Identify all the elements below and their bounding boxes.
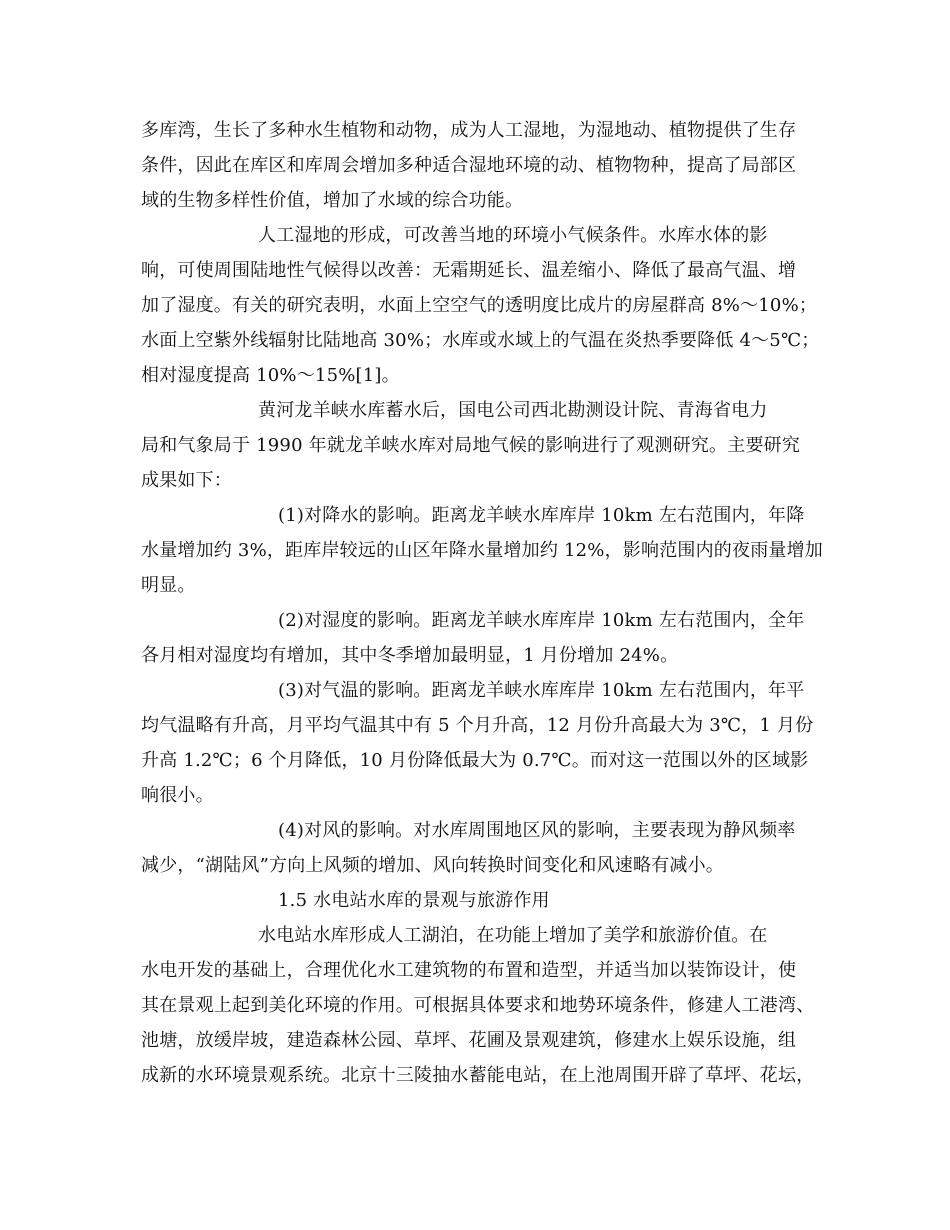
text-line: 多库湾，生长了多种水生植物和动物，成为人工湿地，为湿地动、植物提供了生存 — [141, 120, 797, 141]
text-line: 加了湿度。有关的研究表明，水面上空空气的透明度比成片的房屋群高 8%～10%； — [141, 295, 818, 316]
text-line: 池塘，放缓岸坡，建造森林公园、草坪、花圃及景观建筑，修建水上娱乐设施，组 — [141, 1030, 797, 1051]
list-item-first-line: (3)对气温的影响。距离龙羊峡水库库岸 10km 左右范围内，年平 — [278, 680, 805, 701]
text-line: 响很小。 — [141, 785, 214, 806]
text-line: 成新的水环境景观系统。北京十三陵抽水蓄能电站，在上池周围开辟了草坪、花坛， — [141, 1065, 815, 1086]
text-line: 域的生物多样性价值，增加了水域的综合功能。 — [141, 190, 524, 211]
paragraph-first-line: 黄河龙羊峡水库蓄水后，国电公司西北勘测设计院、青海省电力 — [258, 400, 768, 421]
text-line: 局和气象局于 1990 年就龙羊峡水库对局地气候的影响进行了观测研究。主要研究 — [141, 435, 801, 456]
list-item-first-line: (4)对风的影响。对水库周围地区风的影响，主要表现为静风频率 — [278, 820, 796, 841]
text-line: 升高 1.2℃；6 个月降低，10 月份降低最大为 0.7℃。而对这一范围以外的区域影 — [141, 750, 809, 771]
text-line: 相对湿度提高 10%～15%[1]。 — [141, 365, 400, 386]
list-item-first-line: (2)对湿度的影响。距离龙羊峡水库库岸 10km 左右范围内，全年 — [278, 610, 805, 631]
section-heading: 1.5 水电站水库的景观与旅游作用 — [278, 890, 550, 911]
text-line: 明显。 — [141, 575, 196, 596]
text-line: 水量增加约 3%，距库岸较远的山区年降水量增加约 12%，影响范围内的夜雨量增加 — [141, 540, 824, 561]
paragraph-first-line: 人工湿地的形成，可改善当地的环境小气候条件。水库水体的影 — [258, 225, 768, 246]
text-line: 条件，因此在库区和库周会增加多种适合湿地环境的动、植物物种，提高了局部区 — [141, 155, 797, 176]
text-line: 水面上空紫外线辐射比陆地高 30%；水库或水域上的气温在炎热季要降低 4～5℃； — [141, 330, 820, 351]
text-line: 水电开发的基础上，合理优化水工建筑物的布置和造型，并适当加以装饰设计，使 — [141, 960, 797, 981]
text-line: 减少，“湖陆风”方向上风频的增加、风向转换时间变化和风速略有减小。 — [141, 855, 725, 876]
text-line: 其在景观上起到美化环境的作用。可根据具体要求和地势环境条件，修建人工港湾、 — [141, 995, 815, 1016]
text-line: 均气温略有升高，月平均气温其中有 5 个月升高，12 月份升高最大为 3℃，1 月份 — [141, 715, 814, 736]
paragraph-first-line: 水电站水库形成人工湖泊，在功能上增加了美学和旅游价值。在 — [258, 925, 768, 946]
list-item-first-line: (1)对降水的影响。距离龙羊峡水库库岸 10km 左右范围内，年降 — [278, 505, 805, 526]
text-line: 成果如下： — [141, 470, 232, 491]
text-line: 各月相对湿度均有增加，其中冬季增加最明显，1 月份增加 24%。 — [141, 645, 679, 666]
text-line: 响，可使周围陆地性气候得以改善：无霜期延长、温差缩小、降低了最高气温、增 — [141, 260, 797, 281]
